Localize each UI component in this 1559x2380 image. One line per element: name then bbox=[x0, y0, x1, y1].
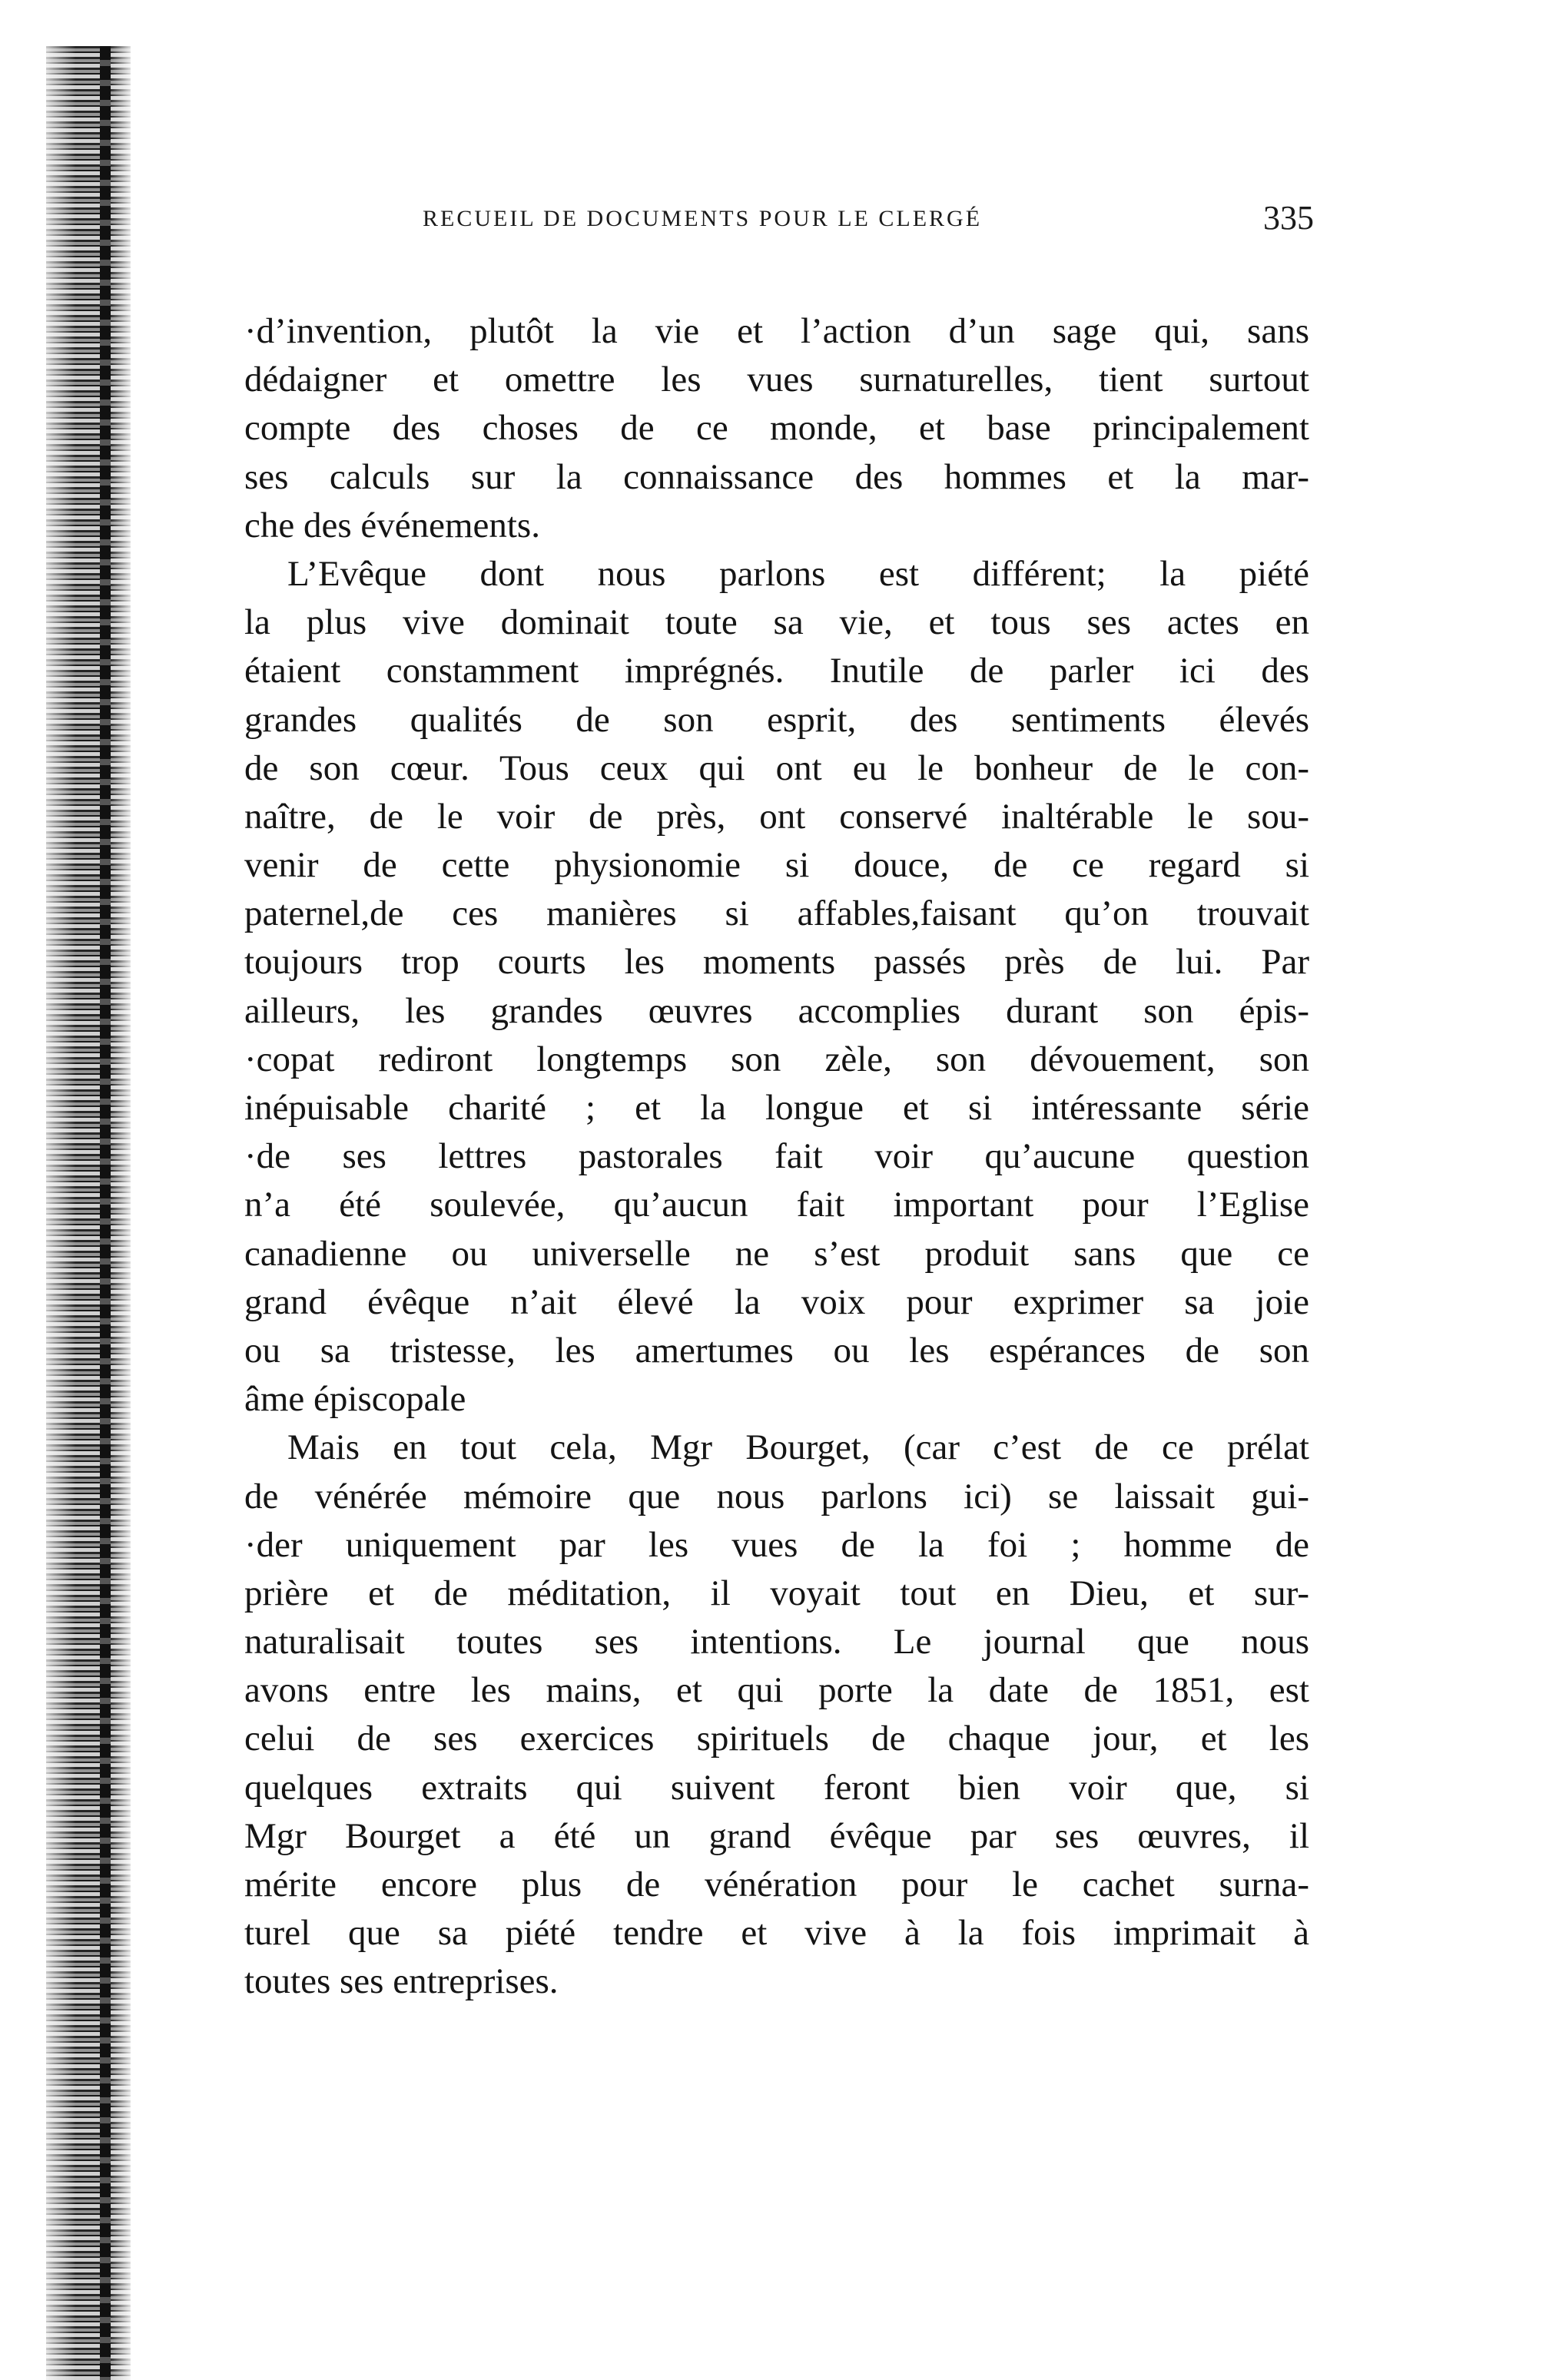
text-line: inépuisable charité ; et la longue et si intéressante série bbox=[244, 1088, 1309, 1128]
text-line: de son cœur. Tous ceux qui ont eu le bonheur de le con- bbox=[244, 747, 1309, 788]
text-line: celui de ses exercices spirituels de chaque jour, et les bbox=[244, 1719, 1309, 1759]
page-number: 335 bbox=[1263, 199, 1314, 237]
text-line: venir de cette physionomie si douce, de ce regard si bbox=[244, 845, 1309, 886]
text-line: Mgr Bourget a été un grand évêque par ses œuvres, il bbox=[244, 1815, 1309, 1856]
text-line: grand évêque n’ait élevé la voix pour exprimer sa joie bbox=[244, 1281, 1309, 1322]
paragraph-3 bbox=[244, 1424, 1309, 2006]
book-binding-shadow bbox=[46, 46, 131, 2380]
text-line: toutes ses entreprises. bbox=[244, 1961, 559, 2002]
text-line: ·copat rediront longtemps son zèle, son dévouement, son bbox=[244, 1039, 1309, 1079]
running-title: RECUEIL DE DOCUMENTS POUR LE CLERGÉ bbox=[423, 206, 983, 231]
text-line: avons entre les mains, et qui porte la date de 1851, est bbox=[244, 1670, 1309, 1711]
text-line: che des événements. bbox=[244, 505, 540, 545]
text-line: âme épiscopale bbox=[244, 1379, 466, 1420]
text-line: ses calculs sur la connaissance des hommes et la mar- bbox=[244, 456, 1309, 497]
text-line: la plus vive dominait toute sa vie, et tous ses actes en bbox=[244, 602, 1309, 643]
text-line: n’a été soulevée, qu’aucun fait important pour l’Eglise bbox=[244, 1185, 1309, 1225]
text-line: toujours trop courts les moments passés près de lui. Par bbox=[244, 942, 1309, 983]
text-line: étaient constamment imprégnés. Inutile de parler ici des bbox=[244, 651, 1309, 691]
text-line: canadienne ou universelle ne s’est produit sans que ce bbox=[244, 1233, 1309, 1274]
text-line: turel que sa piété tendre et vive à la fois imprimait à bbox=[244, 1913, 1309, 1954]
text-line: grandes qualités de son esprit, des sentiments élevés bbox=[244, 699, 1309, 740]
running-head bbox=[246, 198, 1322, 244]
book-binding-edge bbox=[100, 46, 111, 2380]
text-line: ·d’invention, plutôt la vie et l’action d’un sage qui, sans bbox=[244, 311, 1309, 351]
text-line: prière et de méditation, il voyait tout en Dieu, et sur- bbox=[244, 1573, 1309, 1613]
text-line: Mais en tout cela, Mgr Bourget, (car c’est de ce prélat bbox=[287, 1427, 1309, 1468]
text-line: de vénérée mémoire que nous parlons ici) se laissait gui- bbox=[244, 1476, 1309, 1517]
text-line: L’Evêque dont nous parlons est différent; la piété bbox=[287, 553, 1309, 594]
text-line: paternel,de ces manières si affables,faisant qu’on trouvait bbox=[244, 893, 1309, 934]
text-line: ailleurs, les grandes œuvres accomplies durant son épis- bbox=[244, 990, 1309, 1031]
text-line: mérite encore plus de vénération pour le cachet surna- bbox=[244, 1865, 1309, 1904]
text-line: ·der uniquement par les vues de la foi ; homme de bbox=[244, 1524, 1309, 1565]
text-line: dédaigner et omettre les vues surnaturelles, tient surtout bbox=[244, 360, 1309, 400]
text-line: ou sa tristesse, les amertumes ou les espérances de son bbox=[244, 1330, 1309, 1371]
paragraph-2 bbox=[244, 550, 1309, 1424]
paragraph-1 bbox=[244, 307, 1309, 550]
body-text bbox=[244, 307, 1309, 2007]
text-line: compte des choses de ce monde, et base principalement bbox=[244, 408, 1309, 449]
text-line: naturalisait toutes ses intentions. Le journal que nous bbox=[244, 1622, 1309, 1662]
text-line: naître, de le voir de près, ont conservé inaltérable le sou- bbox=[244, 796, 1309, 837]
text-line: ·de ses lettres pastorales fait voir qu’aucune question bbox=[244, 1136, 1309, 1177]
text-line: quelques extraits qui suivent feront bien voir que, si bbox=[244, 1767, 1309, 1808]
